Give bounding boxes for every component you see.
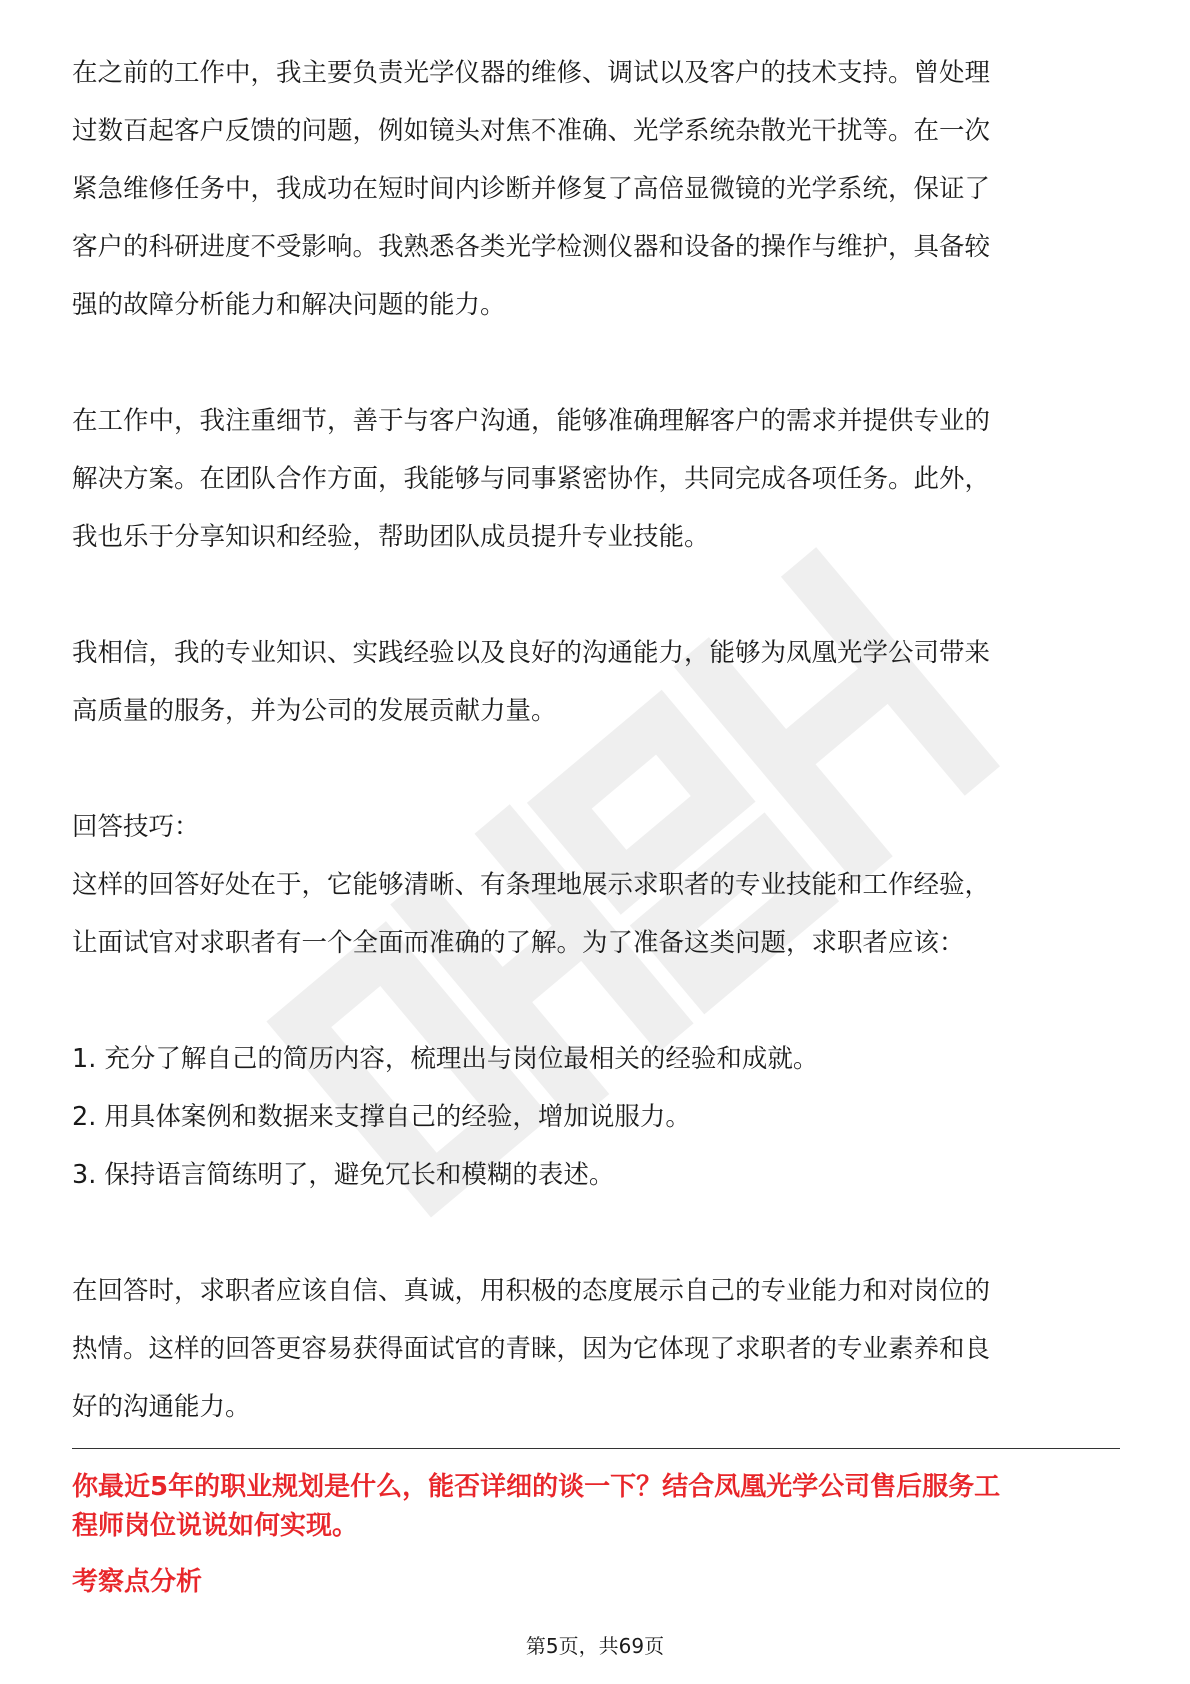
spacer <box>72 740 1120 798</box>
text-line: 让面试官对求职者有一个全面而准确的了解。为了准备这类问题，求职者应该： <box>72 928 965 958</box>
paragraph-experience <box>72 44 1120 334</box>
text-line: 紧急维修任务中，我成功在短时间内诊断并修复了高倍显微镜的光学系统，保证了 <box>72 174 991 204</box>
text-line: 我相信，我的专业知识、实践经验以及良好的沟通能力，能够为凤凰光学公司带来 <box>72 638 991 668</box>
paragraph-advice <box>72 1262 1120 1436</box>
question-line: 程师岗位说说如何实现。 <box>72 1511 359 1541</box>
list-item: 2. 用具体案例和数据来支撑自己的经验，增加说服力。 <box>72 1102 691 1132</box>
paragraph-conclusion <box>72 624 1120 740</box>
paragraph-teamwork <box>72 392 1120 566</box>
spacer <box>72 334 1120 392</box>
list-item: 3. 保持语言简练明了，避免冗长和模糊的表述。 <box>72 1160 615 1190</box>
text-line: 在工作中，我注重细节，善于与客户沟通，能够准确理解客户的需求并提供专业的 <box>72 406 991 436</box>
text-line: 热情。这样的回答更容易获得面试官的青睐，因为它体现了求职者的专业素养和良 <box>72 1334 991 1364</box>
text-line: 在回答时，求职者应该自信、真诚，用积极的态度展示自己的专业能力和对岗位的 <box>72 1276 991 1306</box>
text-line: 高质量的服务，并为公司的发展贡献力量。 <box>72 696 557 726</box>
tips-list <box>72 1030 1120 1204</box>
question-line: 你最近5年的职业规划是什么，能否详细的谈一下？结合凤凰光学公司售后服务工 <box>72 1472 1001 1502</box>
section-title: 考察点分析 <box>72 1567 203 1597</box>
spacer <box>72 972 1120 1030</box>
section-divider <box>72 1448 1120 1449</box>
text-line: 强的故障分析能力和解决问题的能力。 <box>72 290 506 320</box>
main-content <box>72 44 1120 1436</box>
text-line: 好的沟通能力。 <box>72 1392 251 1422</box>
text-line: 在之前的工作中，我主要负责光学仪器的维修、调试以及客户的技术支持。曾处理 <box>72 58 991 88</box>
spacer <box>72 566 1120 624</box>
text-line: 这样的回答好处在于，它能够清晰、有条理地展示求职者的专业技能和工作经验， <box>72 870 991 900</box>
text-line: 解决方案。在团队合作方面，我能够与同事紧密协作，共同完成各项任务。此外， <box>72 464 991 494</box>
list-item: 1. 充分了解自己的简历内容，梳理出与岗位最相关的经验和成就。 <box>72 1044 819 1074</box>
interview-question <box>72 1468 1120 1546</box>
text-line: 过数百起客户反馈的问题，例如镜头对焦不准确、光学系统杂散光干扰等。在一次 <box>72 116 991 146</box>
paragraph-tips <box>72 856 1120 972</box>
page-number: 第5页，共69页 <box>525 1634 665 1658</box>
spacer <box>72 1204 1120 1262</box>
tips-heading: 回答技巧： <box>72 812 200 842</box>
text-line: 我也乐于分享知识和经验，帮助团队成员提升专业技能。 <box>72 522 710 552</box>
text-line: 客户的科研进度不受影响。我熟悉各类光学检测仪器和设备的操作与维护，具备较 <box>72 232 991 262</box>
